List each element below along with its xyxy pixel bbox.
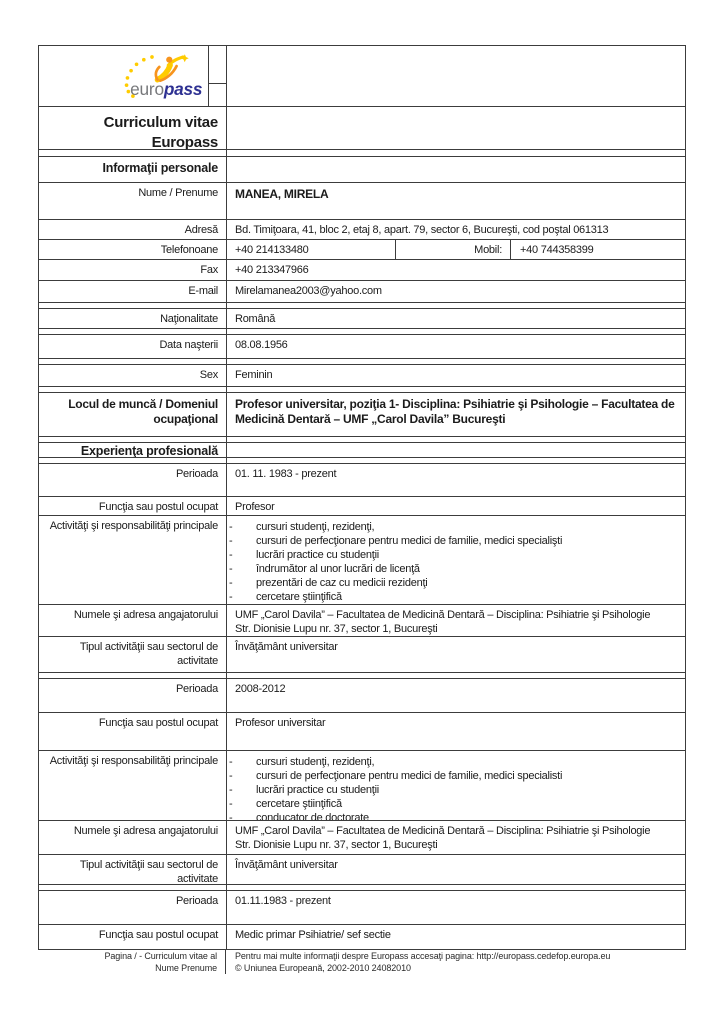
title-line1: Curriculum vitae	[103, 114, 218, 131]
value-fax: +40 213347966	[235, 264, 309, 276]
row-fax	[39, 260, 685, 281]
bullet-text: lucrări practice cu studenţii	[256, 549, 379, 561]
dash-bullet	[226, 562, 256, 576]
value-activitati-2	[226, 751, 685, 820]
label-angajator: Numele şi adresa angajatorului	[73, 825, 218, 837]
list-item	[226, 755, 679, 769]
figure-star-icon	[181, 54, 189, 62]
label-perioada: Perioada	[175, 683, 218, 695]
label-tipul-line2: activitate	[177, 872, 218, 885]
angajator-line2: Str. Dionisie Lupu nr. 37, sector 1, Bucureşti	[235, 838, 438, 851]
value-angajator-1	[226, 605, 685, 636]
dash-bullet	[226, 520, 256, 534]
label-fax: Fax	[200, 264, 218, 276]
europass-wordmark: europass	[130, 79, 203, 100]
title-line2: Europass	[151, 133, 218, 150]
dash-bullet	[226, 590, 256, 604]
value-nationalitate: Română	[235, 313, 276, 325]
label-tipul	[39, 855, 226, 884]
label-sex: Sex	[199, 369, 218, 381]
row-email	[39, 281, 685, 303]
label-telefoane: Telefonoane	[160, 244, 218, 256]
row-data-nasterii	[39, 335, 685, 359]
logo-cell-divider	[208, 46, 209, 107]
europass-logo	[112, 51, 212, 103]
section-experienta	[39, 443, 685, 458]
logo-row	[39, 46, 685, 107]
label-activitati: Activităţi şi responsabilităţi principale	[49, 755, 218, 767]
cv-table	[38, 45, 686, 950]
value-email: Mirelamanea2003@yahoo.com	[235, 285, 382, 297]
row-locul-de-munca	[39, 393, 685, 437]
label-functia: Funcţia sau postul ocupat	[98, 717, 218, 729]
value-sex: Feminin	[235, 369, 273, 381]
angajator-line1: UMF „Carol Davila” – Facultatea de Medicină Dentară – Disciplina: Psihiatrie şi Psihologie	[235, 609, 651, 621]
label-nationalitate: Naţionalitate	[160, 313, 218, 325]
value-mobil: +40 744358399	[520, 244, 594, 256]
label-perioada: Perioada	[175, 468, 218, 480]
bullet-text: cursuri studenţi, rezidenţi,	[256, 521, 375, 533]
section-personal-info-label: Informaţii personale	[102, 161, 218, 175]
footer-copyright-line: © Uniunea Europeană, 2002-2010 24082010	[235, 963, 411, 973]
logo-row-empty-cell	[226, 46, 685, 106]
row-telefoane	[39, 240, 685, 260]
label-email: E-mail	[188, 285, 218, 297]
page-footer	[38, 950, 686, 974]
label-functia: Funcţia sau postul ocupat	[98, 929, 218, 941]
label-data-nasterii: Data naşterii	[159, 339, 218, 351]
list-item	[226, 520, 679, 534]
list-item	[226, 797, 679, 811]
dash-bullet	[226, 769, 256, 783]
bullet-text: îndrumător al unor lucrări de licenţă	[256, 563, 420, 575]
europass-figure	[156, 54, 189, 80]
value-perioada-2: 2008-2012	[235, 683, 286, 695]
label-angajator: Numele şi adresa angajatorului	[73, 609, 218, 621]
dash-bullet	[226, 783, 256, 797]
bullet-text: cercetare ştiinţifică	[256, 798, 342, 810]
logo-cell-tick	[208, 83, 227, 84]
row-perioada-2	[39, 679, 685, 713]
value-tipul-1: Învăţământ universitar	[235, 641, 338, 653]
section-personal-info	[39, 157, 685, 183]
row-activitati-2	[39, 751, 685, 821]
row-angajator-2	[39, 821, 685, 855]
value-locul-de-munca: Profesor universitar, poziţia 1- Disciplina: Psihiatrie şi Psihologie – Facultatea de Medicină Dentară – UMF „Carol Davila” Bucureşti	[235, 397, 675, 426]
label-tipul	[39, 637, 226, 672]
label-tipul-line2: activitate	[177, 654, 218, 667]
label-mobil: Mobil:	[396, 240, 511, 259]
spacer-row	[39, 150, 685, 157]
telefoane-cells	[226, 240, 685, 259]
row-tipul-1	[39, 637, 685, 673]
list-item	[226, 811, 679, 821]
footer-page-label: Pagina / - Curriculum vitae al	[104, 951, 217, 961]
row-adresa	[39, 220, 685, 240]
list-item	[226, 576, 679, 590]
row-activitati-1	[39, 516, 685, 605]
value-activitati-1	[226, 516, 685, 604]
dash-bullet	[226, 548, 256, 562]
label-perioada: Perioada	[175, 895, 218, 907]
row-perioada-1	[39, 464, 685, 497]
bullet-text: cursuri studenţi, rezidenţi,	[256, 756, 375, 768]
value-perioada-1: 01. 11. 1983 - prezent	[235, 468, 337, 480]
list-item	[226, 769, 679, 783]
dash-bullet	[226, 797, 256, 811]
row-functia-1	[39, 497, 685, 516]
column-divider	[226, 46, 227, 949]
section-experienta-label: Experienţa profesională	[80, 444, 218, 458]
value-functia-3: Medic primar Psihiatrie/ sef sectie	[235, 929, 391, 941]
value-functia-2: Profesor universitar	[235, 717, 326, 729]
value-perioada-3: 01.11.1983 - prezent	[235, 895, 331, 907]
label-tipul-line1: Tipul activităţii sau sectorul de	[79, 641, 218, 653]
value-nume: MANEA, MIRELA	[235, 187, 329, 201]
label-locul-line2: ocupaţional	[153, 412, 218, 426]
angajator-line2: Str. Dionisie Lupu nr. 37, sector 1, Bucureşti	[235, 622, 438, 635]
row-perioada-3	[39, 891, 685, 925]
row-functia-3	[39, 925, 685, 949]
row-tipul-2	[39, 855, 685, 885]
label-locul-de-munca	[39, 393, 226, 436]
footer-info-line: Pentru mai multe informaţii despre Europass accesaţi pagina: http://europass.cedefop.europa.eu	[235, 951, 611, 961]
footer-left	[38, 950, 225, 974]
row-angajator-1	[39, 605, 685, 637]
value-data-nasterii: 08.08.1956	[235, 339, 288, 351]
logo-cell	[39, 46, 226, 106]
bullet-text: cercetare ştiinţifică	[256, 591, 342, 603]
bullet-text: conducator de doctorate	[256, 812, 369, 821]
title-row	[39, 107, 685, 150]
bullet-text: lucrări practice cu studenţii	[256, 784, 379, 796]
dash-bullet	[226, 811, 256, 821]
dash-bullet	[226, 534, 256, 548]
label-tipul-line1: Tipul activităţii sau sectorul de	[79, 859, 218, 871]
value-tipul-2: Învăţământ universitar	[235, 859, 338, 871]
list-item	[226, 548, 679, 562]
angajator-line1: UMF „Carol Davila” – Facultatea de Medicină Dentară – Disciplina: Psihiatrie şi Psihologie	[235, 825, 651, 837]
document-title	[39, 107, 226, 149]
value-functia-1: Profesor	[235, 501, 275, 513]
value-telefon: +40 214133480	[226, 240, 396, 259]
bullet-text: prezentări de caz cu medicii rezidenţi	[256, 577, 428, 589]
section-personal-info-empty	[226, 157, 685, 182]
row-nationalitate	[39, 309, 685, 329]
label-nume: Nume / Prenume	[138, 187, 218, 199]
row-functia-2	[39, 713, 685, 751]
label-locul-line1: Locul de muncă / Domeniul	[68, 397, 218, 411]
list-item	[226, 534, 679, 548]
footer-right	[225, 950, 686, 974]
value-angajator-2	[226, 821, 685, 854]
value-adresa: Bd. Timiţoara, 41, bloc 2, etaj 8, apart. 79, sector 6, Bucureşti, cod poştal 061313	[235, 224, 609, 236]
list-item	[226, 562, 679, 576]
bullet-text: cursuri de perfecţionare pentru medici de familie, medici specialisti	[256, 770, 563, 782]
title-row-empty-cell	[226, 107, 685, 149]
label-functia: Funcţia sau postul ocupat	[98, 501, 218, 513]
row-nume	[39, 183, 685, 220]
footer-name-label: Nume Prenume	[155, 963, 217, 973]
label-adresa: Adresă	[184, 224, 218, 236]
list-item	[226, 783, 679, 797]
label-activitati: Activităţi şi responsabilităţi principale	[49, 520, 218, 532]
bullet-text: cursuri de perfecţionare pentru medici de familie, medici specialişti	[256, 535, 563, 547]
dash-bullet	[226, 576, 256, 590]
list-item	[226, 590, 679, 604]
section-experienta-empty	[226, 443, 685, 457]
dash-bullet	[226, 755, 256, 769]
row-sex	[39, 365, 685, 387]
